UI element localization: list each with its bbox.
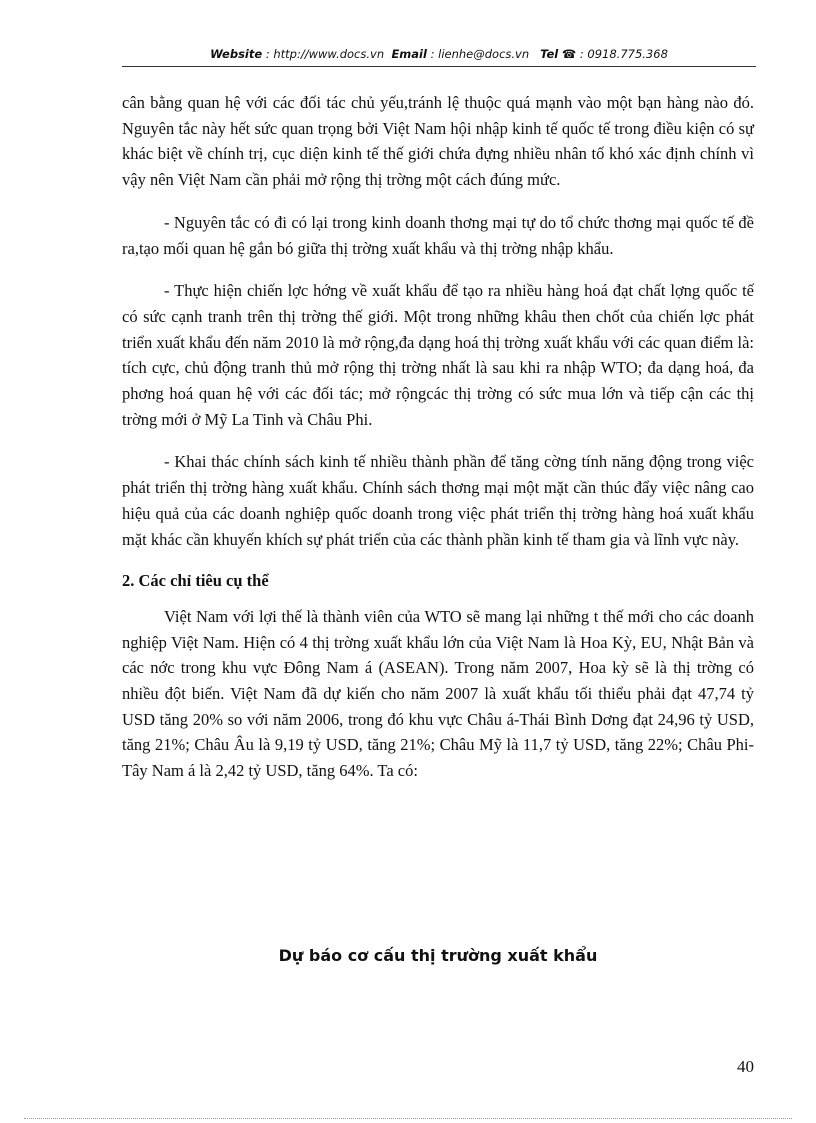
phone-icon: ☎ (561, 47, 577, 61)
email-label: Email (391, 47, 427, 61)
page-header (122, 47, 756, 61)
paragraph-2: - Nguyên tắc có đi có lại trong kinh doanh thơng mại tự do tổ chức thơng mại quốc tế đề ra,tạo mối quan hệ gắn bó giữa thị trờng xuất khẩu và thị trờng nhập khẩu. (122, 212, 754, 258)
email-separator: : (426, 47, 439, 61)
section-paragraph: Việt Nam với lợi thế là thành viên của WTO sẽ mang lại những t thế mới cho các doanh nghiệp Việt Nam. Hiện có 4 thị trờng xuất khẩu lớn của Việt Nam là Hoa Kỳ, EU, Nhật Bản và các nớc trong khu vực Đông Nam á (ASEAN). Trong năm 2007, Hoa kỳ sẽ là thị trờng có nhiều đột biến. Việt Nam đã dự kiến cho năm 2007 là xuất khẩu tối thiểu phải đạt 47,74 tỷ USD tăng 20% so với năm 2006, trong đó khu vực Châu á-Thái Bình Dơng đạt 24,96 tỷ USD, tăng 21%; Châu Âu là 9,19 tỷ USD, tăng 21%; Châu Mỹ là 11,7 tỷ USD, tăng 22%; Châu Phi-Tây Nam á là 2,42 tỷ USD, tăng 64%. Ta có: (122, 606, 754, 781)
paragraph-1: cân bằng quan hệ với các đối tác chủ yếu,tránh lệ thuộc quá mạnh vào một bạn hàng nào đó. Nguyên tắc này hết sức quan trọng bởi Việt Nam hội nhập kinh tế quốc tế trong điều kiện có sự khác biệt về chính trị, cục diện kinh tế thế giới chứa đựng nhiều nhân tố khó xác định chính vì vậy nên Việt Nam cần phải mở rộng thị trờng một cách đúng mức. (122, 93, 754, 190)
website-label: Website (210, 47, 263, 61)
tel-label: Tel (540, 47, 559, 61)
document-body (122, 90, 754, 784)
page-number: 40 (737, 1057, 754, 1076)
section-heading: 2. Các chỉ tiêu cụ thể (122, 571, 269, 591)
header-divider (122, 66, 756, 67)
website-url[interactable]: http://www.docs.vn (273, 47, 385, 61)
website-separator: : (262, 47, 274, 61)
chart-title: Dự báo cơ cấu thị trường xuất khẩu (278, 946, 598, 965)
email-address[interactable]: lienhe@docs.vn (438, 47, 530, 61)
paragraph-3: - Thực hiện chiến lợc hớng về xuất khẩu để tạo ra nhiều hàng hoá đạt chất lợng quốc tế có sức cạnh tranh trên thị trờng thế giới. Một trong những khâu then chốt của chiến lợc phát triển xuất khẩu đến năm 2010 là mở rộng,đa dạng hoá thị trờng xuất khẩu với các quan điểm là: tích cực, chủ động tranh thủ mở rộng thị trờng nhất là sau khi ra nhập WTO; đa dạng hoá, đa phơng hoá quan hệ với các đối tác; mở rộngcác thị trờng có sức mua lớn và tiếp cận các thị trờng mới ở Mỹ La Tinh và Châu Phi. (122, 281, 754, 429)
tel-number: : 0918.775.368 (576, 47, 668, 61)
paragraph-4: - Khai thác chính sách kinh tế nhiều thành phần để tăng cờng tính năng động trong việc phát triển thị trờng hàng xuất khẩu. Chính sách thơng mại một mặt cần thúc đẩy việc nâng cao hiệu quả của các doanh nghiệp quốc doanh trong việc phát triển thị trờng hàng hoá xuất khẩu mặt khác cần khuyến khích sự phát triển của các thành phần kinh tế tham gia và lĩnh vực này. (122, 452, 754, 549)
page-bottom-divider (24, 1118, 792, 1119)
